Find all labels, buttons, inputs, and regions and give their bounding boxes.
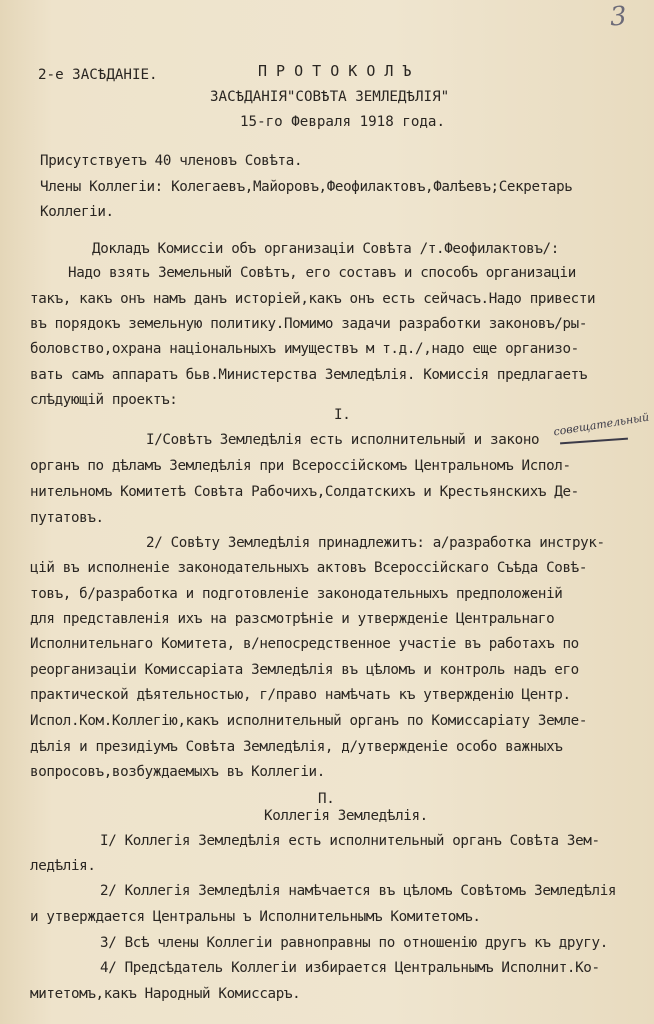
section-2-item-2: 2/ Коллегія Земледѣлія намѣчается въ цѣломъ Совѣтомъ Земледѣлія [100,883,617,899]
report-line: такъ, какъ онъ намъ данъ исторіей,какъ онъ есть сейчасъ.Надо привести [30,291,596,307]
section-1-item-2: дѣлія и президіумъ Совѣта Земледѣлія, д/утвержденіе особо важныхъ [30,739,563,755]
section-1-item-2: товъ, б/разработка и подготовленіе законодательныхъ предположеній [30,586,563,602]
section-1-numeral: I. [334,407,351,423]
document-date: 15-го Февраля 1918 года. [240,114,445,130]
report-line: Докладъ Комиссіи объ организаціи Совѣта /т.Феофилактовъ/: [92,241,559,257]
strikethrough-mark [560,438,628,445]
section-1-item-1: органъ по дѣламъ Земледѣлія при Всероссійскомъ Центральномъ Испол- [30,458,571,474]
handwritten-correction: совещательный [552,410,650,439]
section-1-item-2: реорганизаціи Комиссаріата Земледѣлія въ цѣломъ и контроль надъ его [30,662,579,678]
section-2-heading: Коллегія Земледѣлія. [264,808,428,824]
section-1-item-1: нительномъ Комитетѣ Совѣта Рабочихъ,Солдатскихъ и Крестьянскихъ Де- [30,484,579,500]
section-2-item-4: 4/ Предсѣдатель Коллегіи избирается Центральнымъ Исполнит.Ко- [100,960,600,976]
section-2-item-3: 3/ Всѣ члены Коллегіи равноправны по отношенію другъ къ другу. [100,935,608,951]
section-1-item-2: Исполнительнаго Комитета, в/непосредственное участіе въ работахъ по [30,636,579,652]
document-subtitle: ЗАСѢДАНІЯ"СОВѢТА ЗЕМЛЕДѢЛІЯ" [210,89,450,105]
report-line: слѣдующій проектъ: [30,392,178,408]
page-number: 3 [608,1,628,33]
report-line: Надо взять Земельный Совѣтъ, его составъ и способъ организаціи [68,265,576,281]
section-2-numeral: П. [318,791,335,807]
section-1-item-1: I/Совѣтъ Земледѣлія есть исполнительный и законо [146,432,540,448]
report-line: вать самъ аппаратъ бьв.Министерства Земледѣлія. Комиссія предлагаетъ [30,367,588,383]
section-1-item-2: для представленія ихъ на разсмотрѣніе и утвержденіе Центральнаго [30,611,555,627]
section-1-item-2: цій въ исполненіе законодательныхъ актовъ Всероссійскаго Съѣда Совѣ- [30,560,588,576]
report-line: въ порядокъ земельную политику.Помимо задачи разработки законовъ/ры- [30,316,588,332]
section-2-item-4: митетомъ,какъ Народный Комиссаръ. [30,986,301,1002]
section-2-item-2: и утверждается Центральны ъ Исполнительнымъ Комитетомъ. [30,909,481,925]
section-2-item-1: ледѣлія. [30,858,96,874]
section-1-item-2: Испол.Ком.Коллегію,какъ исполнительный органъ по Комиссаріату Земле- [30,713,588,729]
section-1-item-2: 2/ Совѣту Земледѣлія принадлежитъ: а/разработка инструк- [146,535,605,551]
section-1-item-2: практической дѣятельностью, г/право намѣчать къ утвержденію Центр. [30,687,571,703]
section-1-item-2: вопросовъ,возбуждаемыхъ въ Коллегіи. [30,764,325,780]
attendance-members: Члены Коллегіи: Колегаевъ,Майоровъ,Феофилактовъ,Фалѣевъ;Секретарь [40,179,573,195]
report-line: боловство,охрана національныхъ имуществъ м т.д./,надо еще организо- [30,341,579,357]
section-1-item-1: путатовъ. [30,510,104,526]
document-title: П Р О Т О К О Л Ъ [258,62,412,80]
session-label: 2-е ЗАСѢДАНІЕ. [38,67,158,83]
attendance-members-cont: Коллегіи. [40,204,114,220]
section-2-item-1: I/ Коллегія Земледѣлія есть исполнительный органъ Совѣта Зем- [100,833,600,849]
attendance-present: Присутствуетъ 40 членовъ Совѣта. [40,153,303,169]
